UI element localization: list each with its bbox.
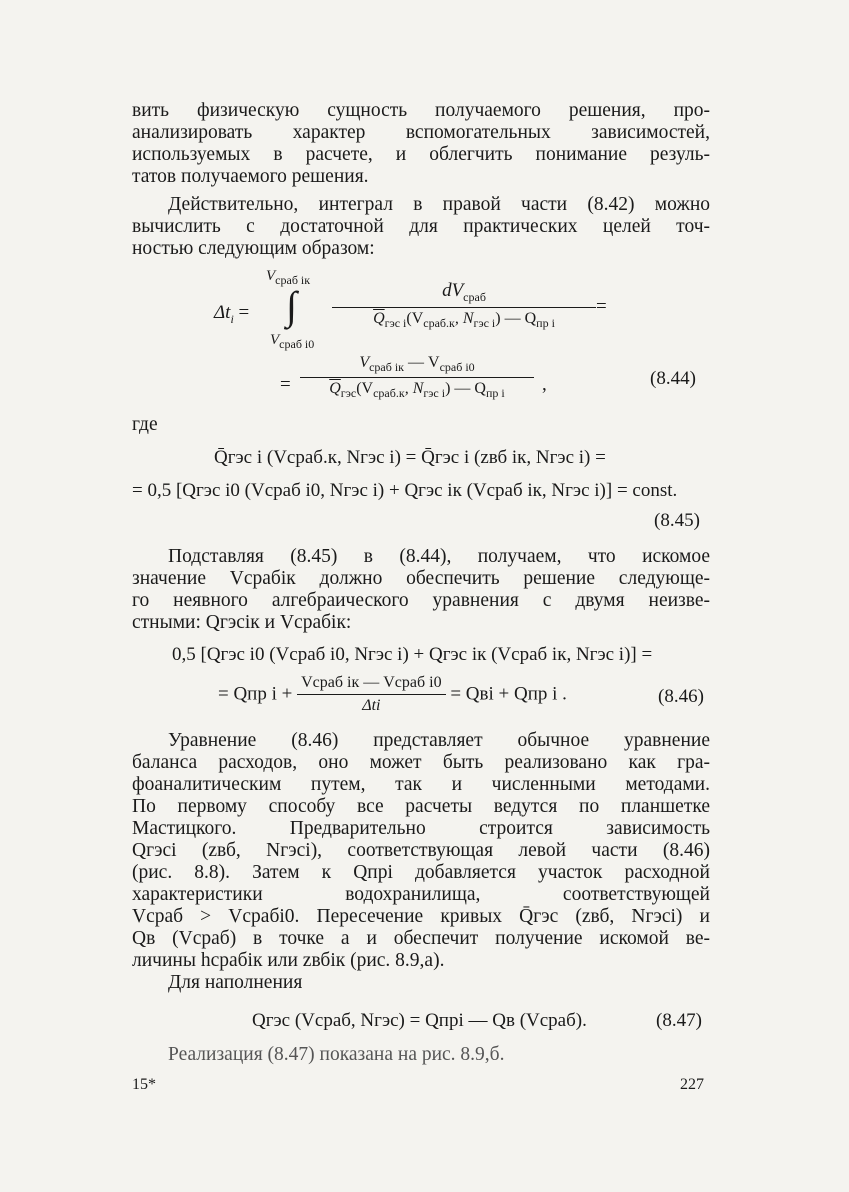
document-page: вить физическую сущность получаемого решения, про- анализировать характер вспомогательных зависимостей, используемых в расчете, и облегчить понимание резуль- татов получаемого решения. Действительно, интеграл в правой части (8.42) можно вычислить с достаточной для практических целей точ- ностью следующим образом: $\Delta t_i$ = $V_{сраб iк}$ ∫ $V_{сраб i0}$ $dV_{сраб}$ $\overline{Q}_{гэс i}(V_{сраб.к}$, $N_{гэс i}$) — $Q_{пр i}$ = = $V_{сраб iк}$ — $V_{сраб i0}$ $\overline{Q}_{гэс}(V_{сраб.к}$, $N_{гэс i}$) — $Q_{пр i}$ , (8.44) где Q̄гэс i (Vсраб.к, Nгэс i) = Q̄гэс i (zвб iк, Nгэс i) = = 0,5 [Qгэс i0 (Vсраб i0, Nгэс i) + Qгэс iк (Vсраб iк, Nгэс i)] = const. (8.45) Подставляя (8.45) в (8.44), получаем, что искомое значение Vсрабiк должно обеспечить решение следующе- го неявного алгебраического уравнения с двумя неизве- стными: Qгэсiк и Vсрабiк: 0,5 [Qгэс i0 (Vсраб i0, Nгэс i) + Qгэс iк (Vсраб iк, Nгэс i)] = = Qпр i + $\frac{\text{Vсраб iк — Vсраб i0}}{\text{Δti}}$ = Qвi + Qпр i . (8.46) Уравнение (8.46) представляет обычное уравнение баланса расходов, оно может быть реализовано как гра- фоаналитическим путем, так и численными методами. По первому способу все расчеты ведутся по планшетке Мастицкого. Предварительно строится зависимость Qгэсi (zвб, Nгэсi), соответствующая левой части (8.46) (рис. 8.8). Затем к Qпрi добавляется участок расходной характеристики водохранилища, соответствующей Vсраб > Vсрабi0. Пересечение кривых Q̄гэс (zвб, Nгэсi) и Qв (Vсраб) в точке a и обеспечит получение искомой ве- личины hсрабiк или zвбiк (рис. 8.9,a). Для наполнения Qгэс (Vсраб, Nгэс) = Qпрi — Qв (Vсраб). (8.47) Реализация (8.47) показана на рис. 8.9,б. 15* 227 (132, 100, 710, 1093)
text-line: значение Vсрабiк должно обеспечить решение следующе- (132, 568, 710, 589)
text-line: баланса расходов, оно может быть реализовано как гра- (132, 752, 710, 773)
text-line: вычислить с достаточной для практических целей точ- (132, 216, 710, 237)
text-line: стными: Qгэсiк и Vсрабiк: (132, 612, 352, 633)
paragraph-1 (132, 100, 710, 188)
signature-mark: 15* (132, 1076, 156, 1093)
paragraph-2 (132, 194, 710, 260)
text-line: Vсраб > Vсрабi0. Пересечение кривых Q̄гэс (zвб, Nгэсi) и (132, 906, 710, 927)
text-line: Подставляя (8.45) в (8.44), получаем, что искомое (168, 546, 710, 567)
equation-8-46-line-2: = Qпр i + $\frac{\text{Vсраб iк — Vсраб i0}}{\text{Δti}}$ = Qвi + Qпр i . (218, 674, 567, 714)
text-line: ностью следующим образом: (132, 238, 375, 259)
text-line: Мастицкого. Предварительно строится зависимость (132, 818, 710, 839)
text-line: Qгэсi (zвб, Nгэсi), соответствующая левой части (8.46) (132, 840, 710, 861)
text-line: Уравнение (8.46) представляет обычное уравнение (168, 730, 710, 751)
text-line: вить физическую сущность получаемого решения, про- (132, 100, 710, 121)
text-line: Реализация (8.47) показана на рис. 8.9,б. (168, 1044, 505, 1065)
equation-8-47: Qгэс (Vсраб, Nгэс) = Qпрi — Qв (Vсраб). (252, 1010, 587, 1031)
text-line: По первому способу все расчеты ведутся по планшетке (132, 796, 710, 817)
text-line: (рис. 8.8). Затем к Qпрi добавляется участок расходной (132, 862, 710, 883)
text-line: используемых в расчете, и облегчить понимание резуль- (132, 144, 710, 165)
text-line: Qв (Vсраб) в точке a и обеспечит получение искомой ве- (132, 928, 710, 949)
equation-number-8-44: (8.44) (650, 368, 696, 389)
equation-number-8-46: (8.46) (658, 686, 704, 707)
text-line: фоаналитическим путем, так и численными методами. (132, 774, 710, 795)
paragraph-6 (132, 1044, 710, 1066)
text-line: Для наполнения (168, 972, 303, 993)
text-line: характеристики водохранилища, соответствующей (132, 884, 710, 905)
equation-8-45-line-1: Q̄гэс i (Vсраб.к, Nгэс i) = Q̄гэс i (zвб iк, Nгэс i) = (214, 447, 606, 468)
text-line: Действительно, интеграл в правой части (8.42) можно (168, 194, 710, 215)
text-line: татов получаемого решения. (132, 166, 369, 187)
word-gde: где (132, 414, 158, 435)
text-line: го неявного алгебраического уравнения с двумя неизве- (132, 590, 710, 611)
text-line: личины hсрабiк или zвбiк (рис. 8.9,a). (132, 950, 445, 971)
paragraph-5 (132, 972, 710, 994)
text-line: анализировать характер вспомогательных зависимостей, (132, 122, 710, 143)
equation-8-46-line-1: 0,5 [Qгэс i0 (Vсраб i0, Nгэс i) + Qгэс iк (Vсраб iк, Nгэс i)] = (172, 644, 653, 665)
paragraph-3 (132, 546, 710, 634)
equation-number-8-45: (8.45) (654, 510, 700, 531)
page-number: 227 (680, 1076, 704, 1093)
integral-sign: ∫ (286, 283, 297, 328)
equation-number-8-47: (8.47) (656, 1010, 702, 1031)
paragraph-4 (132, 730, 710, 972)
equation-8-45-line-2: = 0,5 [Qгэс i0 (Vсраб i0, Nгэс i) + Qгэс iк (Vсраб iк, Nгэс i)] = const. (132, 480, 678, 501)
